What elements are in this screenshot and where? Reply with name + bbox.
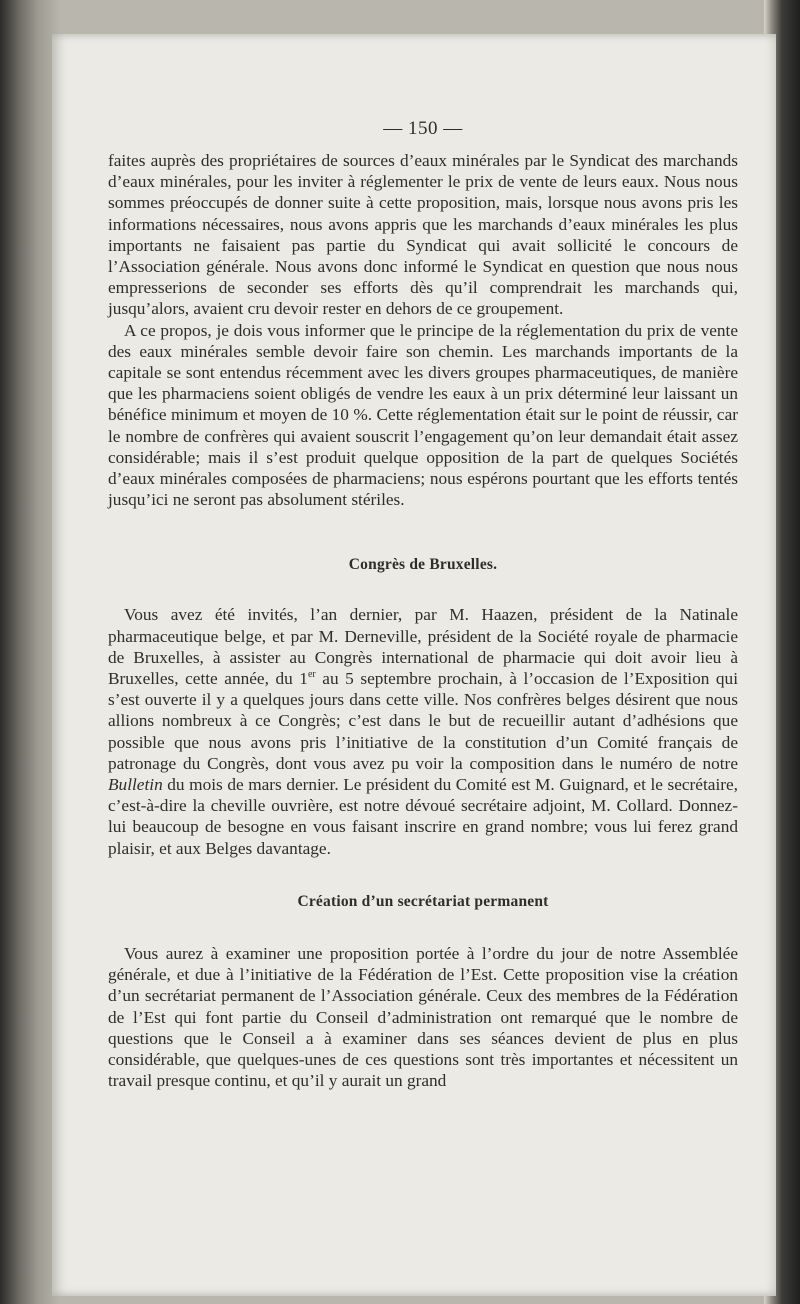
paragraph-congres-text-1: Vous avez été invités, l’an dernier, par M. Haazen, président de la Natinale pharmaceutique belge, et par M. Derneville, président de la Société royale de pharmacie de Bruxelles, à assister au Congrès international de pharmacie qui doit avoir lieu à Bruxelles, cette année, du 1	[108, 605, 738, 689]
bulletin-italic: Bulletin	[108, 775, 163, 795]
heading-creation-secretariat: Création d’un secrétariat permanent	[297, 892, 549, 910]
superscript-er: er	[307, 669, 316, 681]
paragraph-eaux-minerales: faites auprès des propriétaires de sources d’eaux minérales par le Syndicat des marchands d’eaux minérales, pour les inviter à réglementer le prix de vente de leurs eaux. Nous nous sommes préoccupés de donner suite à cette proposition, mais, lorsque nous avons pris les informations nécessaires, nous avons appris que les marchands d’eaux minérales les plus importants ne faisaient pas partie du Syndicat qui avait sollicité le concours de l’Association générale. Nous avons donc informé le Syndicat en question que nous nous empresserions de seconder ses efforts dès qu’il comprendrait les marchands qui, jusqu’alors, avaient cru devoir rester en dehors de ce groupement.	[108, 151, 738, 319]
page-number: — 150 —	[383, 118, 463, 139]
paragraph-congres-text-2: au 5 septembre prochain, à l’occasion de l’Exposition qui s’est ouverte il y a quelques jours dans cette ville. Nos confrères belges désirent que nous allions nombreux à ce Congrès; c’est dans le but de recueillir autant d’adhésions que possible que nous avons pris l’initiative de la constitution d’un Comité français de patronage du Congrès, dont vous avez pu voir la composition dans le numéro de notre	[108, 669, 739, 773]
paragraph-secretariat: Vous aurez à examiner une proposition portée à l’ordre du jour de notre Assemblée générale, et due à l’initiative de la Fédération de l’Est. Cette proposition vise la création d’un secrétariat permanent de l’Association générale. Ceux des membres de la Fédération de l’Est qui font partie du Conseil d’administration ont remarqué que le nombre de questions que le Conseil a à examiner dans ses séances devient de plus en plus considérable, que quelques-unes de ces questions sont très importantes et nécessitent un travail presque continu, et qu’il y aurait un grand	[108, 943, 738, 1091]
paragraph-reglementation: A ce propos, je dois vous informer que le principe de la réglementation du prix de vente des eaux minérales semble devoir faire son chemin. Les marchands importants de la capitale se sont entendus récemment avec les divers groupes pharmaceutiques, de manière que les pharmaciens soient obligés de vendre les eaux à un prix déterminé leur laissant un bénéfice minimum et moyen de 10 %. Cette réglementation était sur le point de réussir, car le nombre de confrères qui avaient souscrit l’engagement qu’on leur demandait était assez considérable; mais il s’est produit quelque opposition de la part de quelques Sociétés d’eaux minérales composées de pharmaciens; nous espérons pourtant que les efforts tentés jusqu’ici ne seront pas absolument stériles.	[108, 320, 738, 510]
page-content	[108, 118, 738, 1091]
paragraph-congres	[108, 604, 738, 858]
paragraph-congres-text-3: du mois de mars dernier. Le président du Comité est M. Guignard, et le secrétaire, c’est-à-dire la cheville ouvrière, est notre dévoué secrétaire adjoint, M. Collard. Donnez-lui beaucoup de besogne en vous faisant inscrire en grand nombre; vous lui ferez grand plaisir, et aux Belges davantage.	[108, 775, 738, 858]
heading-congres-bruxelles: Congrès de Bruxelles.	[348, 556, 498, 574]
